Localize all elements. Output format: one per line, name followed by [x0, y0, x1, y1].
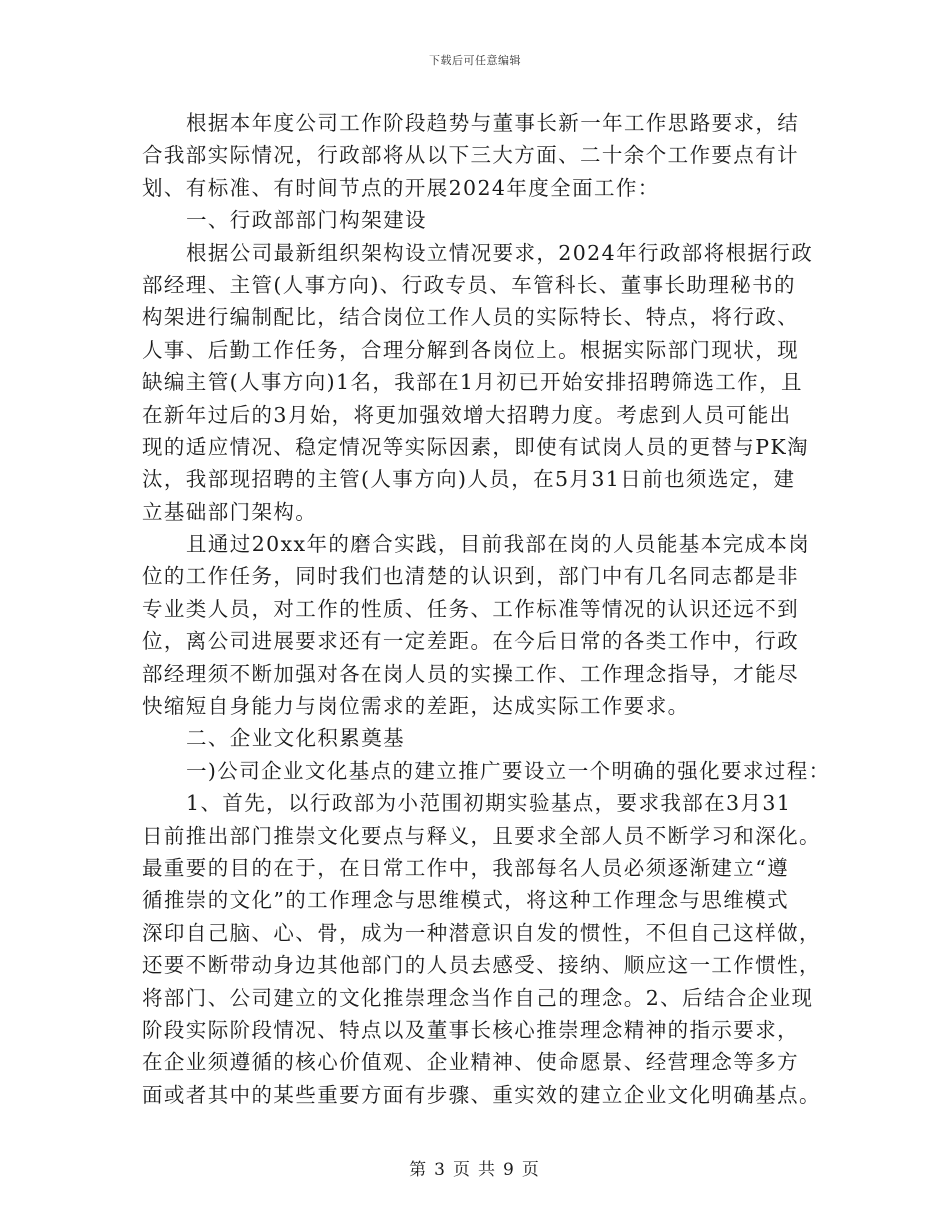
text-line: 位，离公司进展要求还有一定差距。在今后日常的各类工作中，行政: [142, 629, 799, 654]
text-line: 构架进行编制配比，结合岗位工作人员的实际特长、特点，将行政、: [142, 305, 799, 330]
text-line: 循推崇的文化”的工作理念与思维模式，将这种工作理念与思维模式: [142, 888, 789, 913]
text-line: 位的工作任务，同时我们也清楚的认识到，部门中有几名同志都是非: [142, 564, 799, 589]
footer-current-page: 3: [434, 1160, 447, 1180]
footer-prefix: 第: [409, 1160, 429, 1180]
text-line: 最重要的目的在于，在日常工作中，我部每名人员必须逐渐建立“遵: [142, 855, 789, 880]
text-line: 阶段实际阶段情况、特点以及董事长核心推崇理念精神的指示要求，: [142, 1017, 799, 1042]
text-line: 且通过20xx年的磨合实践，目前我部在岗的人员能基本完成本岗: [186, 532, 811, 557]
text-line: 一)公司企业文化基点的建立推广要设立一个明确的强化要求过程：: [186, 758, 831, 783]
footer-total-word: 共: [478, 1160, 497, 1180]
text-line: 快缩短自身能力与岗位需求的差距，达成实际工作要求。: [142, 694, 690, 719]
text-line: 1、首先，以行政部为小范围初期实验基点，要求我部在3月31: [186, 791, 792, 816]
text-line: 在新年过后的3月始，将更加强效增大招聘力度。考虑到人员可能出: [142, 402, 792, 427]
text-line: 立基础部门架构。: [142, 499, 318, 524]
text-line: 缺编主管(人事方向)1名，我部在1月初已开始安排招聘筛选工作，且: [142, 370, 803, 395]
text-line: 人事、后勤工作任务，合理分解到各岗位上。根据实际部门现状，现: [142, 337, 799, 362]
page-footer: [0, 1155, 950, 1180]
text-line: 根据公司最新组织架构设立情况要求，2024年行政部将根据行政: [186, 240, 814, 265]
text-line: 专业类人员，对工作的性质、任务、工作标准等情况的认识还远不到: [142, 596, 799, 621]
text-line: 深印自己脑、心、骨，成为一种潜意识自发的惯性，不但自己这样做，: [142, 920, 821, 945]
text-line: 在企业须遵循的核心价值观、企业精神、使命愿景、经营理念等多方: [142, 1050, 799, 1075]
text-line: 二、企业文化积累奠基: [186, 726, 405, 751]
text-line: 将部门、公司建立的文化推崇理念当作自己的理念。2、后结合企业现: [142, 985, 814, 1010]
text-line: 还要不断带动身边其他部门的人员去感受、接纳、顺应这一工作惯性，: [142, 953, 821, 978]
text-line: 现的适应情况、稳定情况等实际因素，即使有试岗人员的更替与PK淘: [142, 434, 810, 459]
text-line: 部经理须不断加强对各在岗人员的实操工作、工作理念指导，才能尽: [142, 661, 799, 686]
text-line: 一、行政部部门构架建设: [186, 208, 427, 233]
text-line: 日前推出部门推崇文化要点与释义，且要求全部人员不断学习和深化。: [142, 823, 821, 848]
text-line: 合我部实际情况，行政部将从以下三大方面、二十余个工作要点有计: [142, 143, 799, 168]
footer-page-word: 页: [453, 1160, 472, 1180]
text-line: 根据本年度公司工作阶段趋势与董事长新一年工作思路要求，结: [186, 111, 800, 135]
text-line: 汰，我部现招聘的主管(人事方向)人员，在5月31日前也须选定，建: [142, 467, 796, 492]
page-header-note: 下载后可任意编辑: [429, 54, 521, 67]
text-line: 划、有标准、有时间节点的开展2024年度全面工作：: [142, 175, 660, 200]
document-body: [142, 107, 831, 1111]
text-line: 面或者其中的某些重要方面有步骤、重实效的建立企业文化明确基点。: [142, 1082, 821, 1107]
footer-total-pages: 9: [503, 1160, 516, 1180]
text-line: 部经理、主管(人事方向)、行政专员、车管科长、董事长助理秘书的: [142, 272, 796, 297]
footer-suffix: 页: [521, 1160, 541, 1180]
